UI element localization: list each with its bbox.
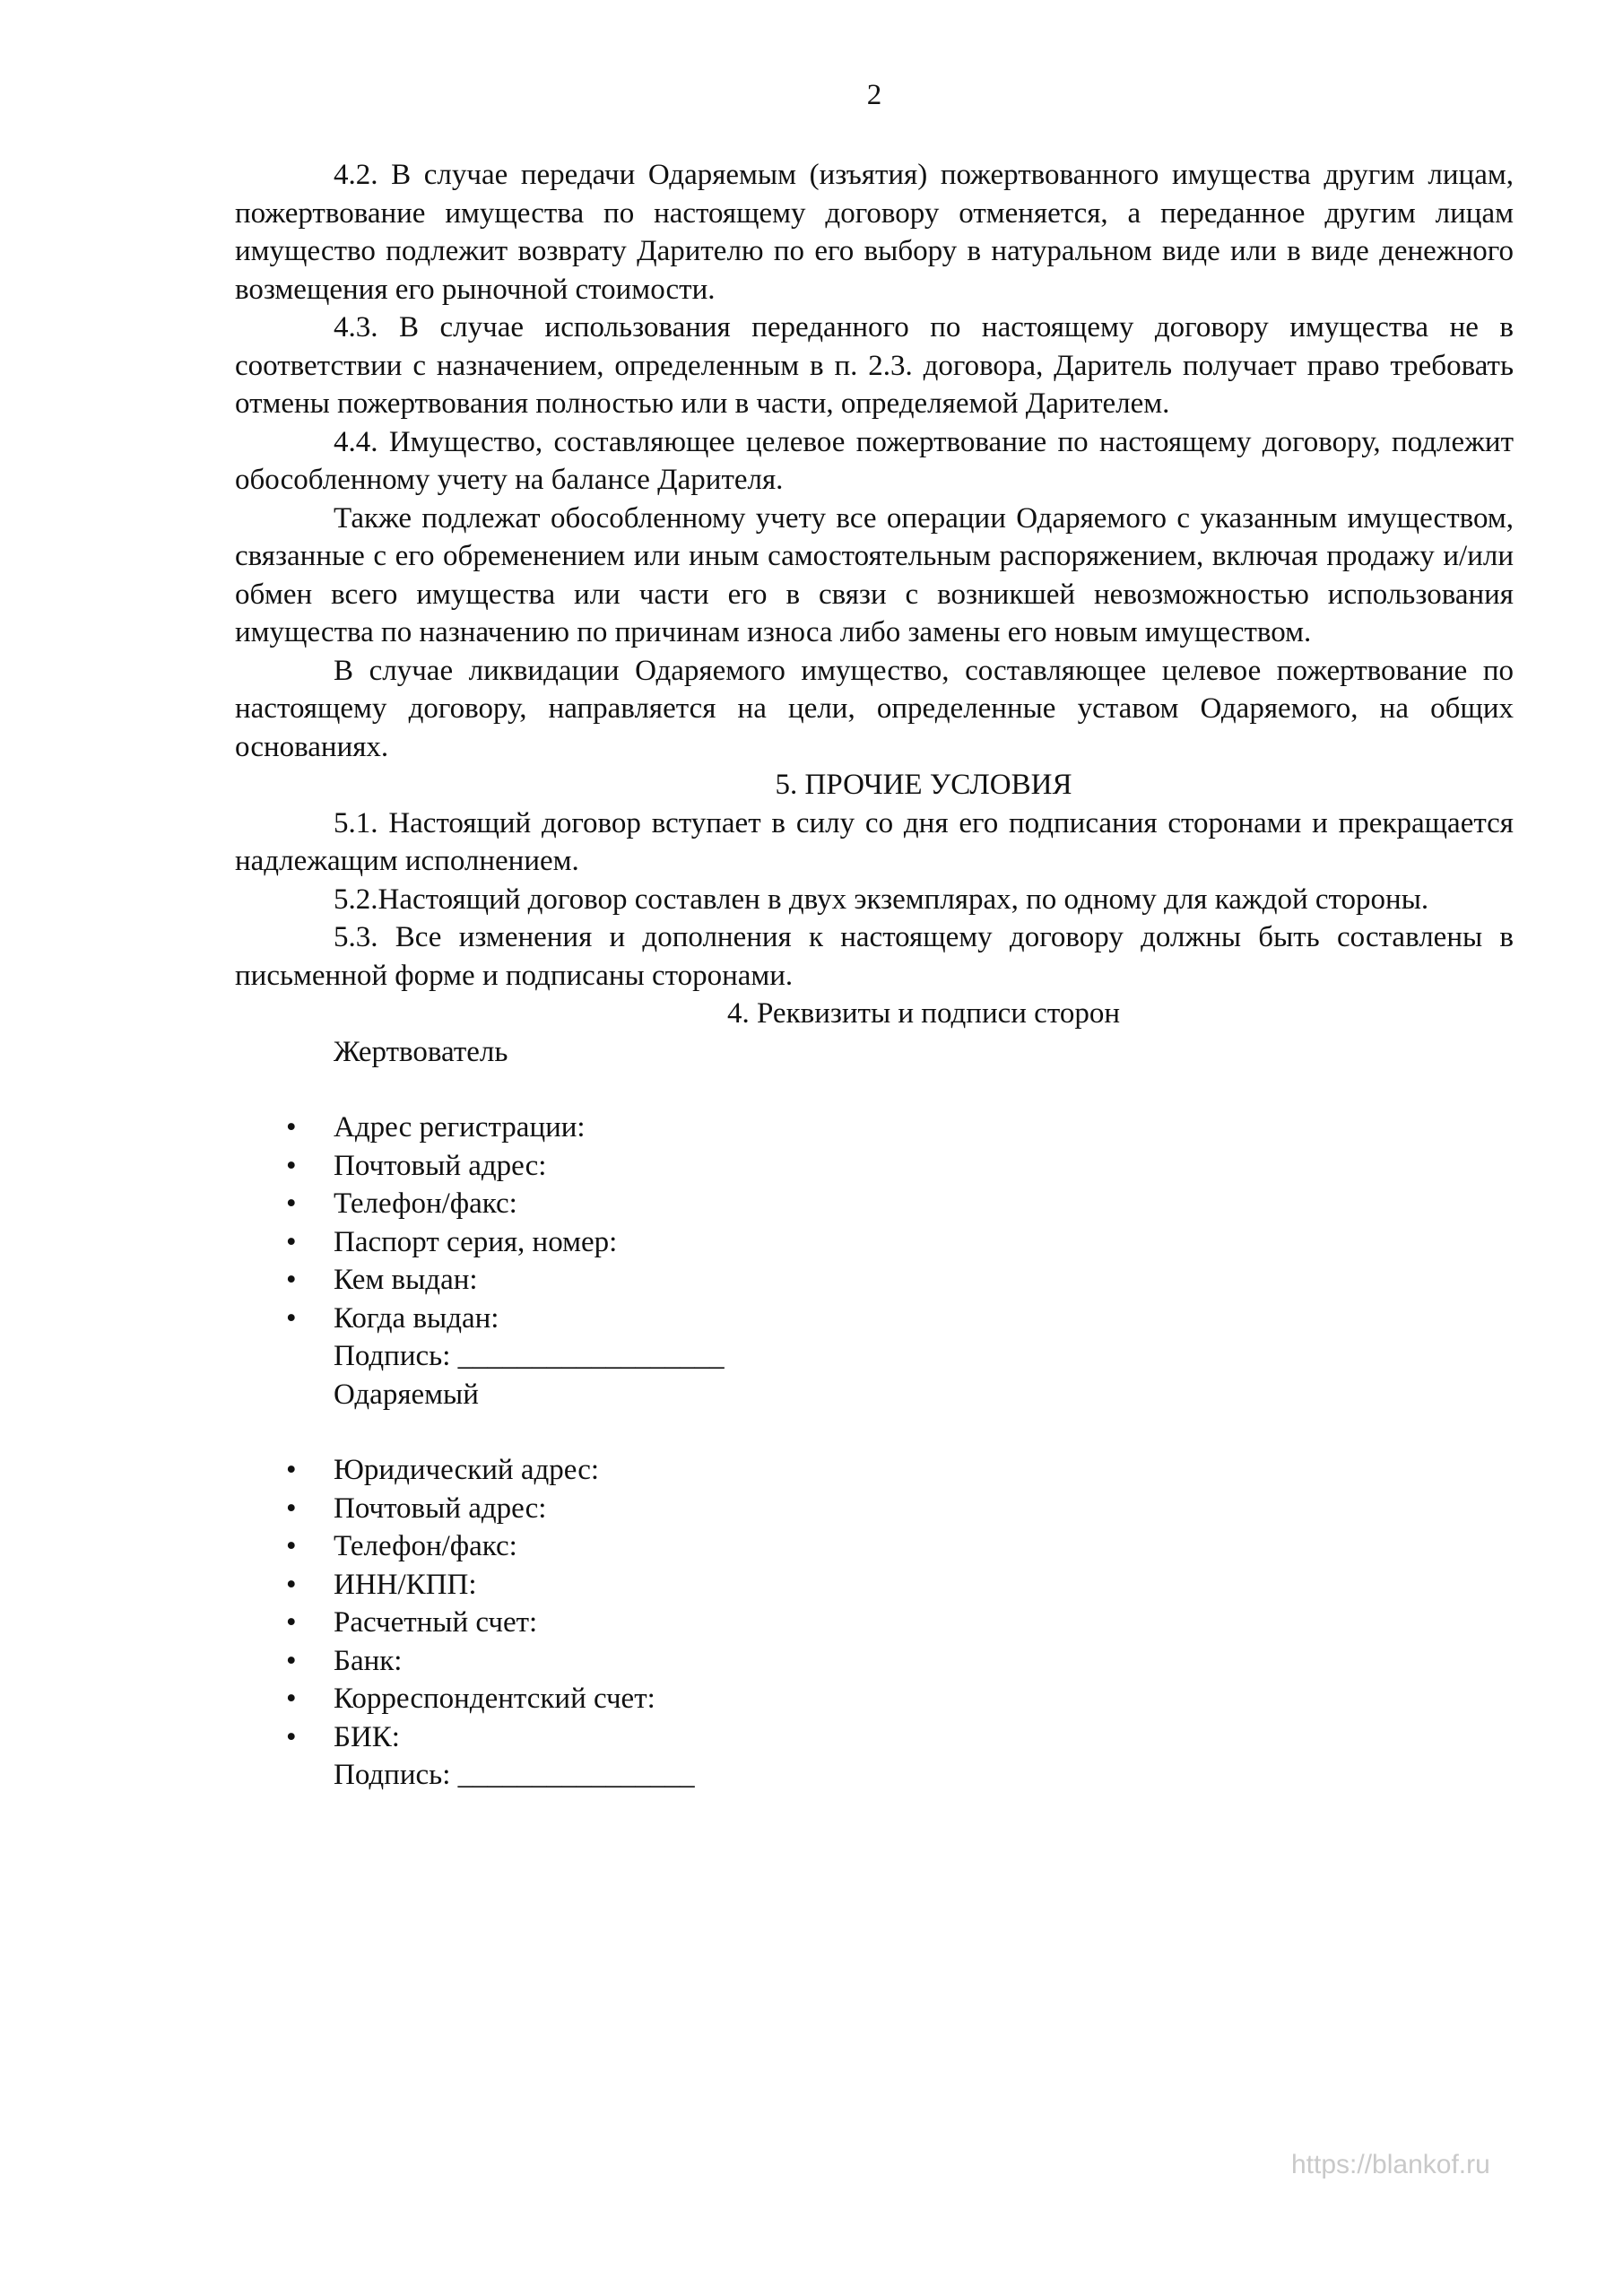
list-item	[235, 1718, 1514, 1757]
requisites-heading: 4. Реквизиты и подписи сторон	[727, 997, 1120, 1030]
list-item	[235, 1527, 1514, 1566]
list-item	[235, 1642, 1514, 1681]
field-label: Корреспондентский счет:	[334, 1683, 655, 1715]
list-item	[235, 1223, 1514, 1262]
bullet-icon: •	[286, 1301, 297, 1335]
bullet-icon: •	[286, 1187, 297, 1220]
bullet-icon: •	[286, 1530, 297, 1562]
list-item	[235, 1604, 1514, 1642]
bullet-icon: •	[286, 1149, 297, 1182]
bullet-icon: •	[286, 1492, 297, 1525]
paragraph-5-2: 5.2.Настоящий договор составлен в двух экземплярах, по одному для каждой стороны.	[334, 883, 1429, 916]
field-label: Почтовый адрес:	[334, 1492, 547, 1525]
paragraph-4-4: 4.4. Имущество, составляющее целевое пожертвование по настоящему договору, подлежит обособленному учету на балансе Дарителя.	[235, 425, 1514, 496]
document-body	[235, 156, 1514, 1795]
list-item	[235, 1261, 1514, 1300]
field-label: БИК:	[334, 1720, 400, 1753]
recipient-fields-list	[235, 1451, 1514, 1756]
field-label: Юридический адрес:	[334, 1454, 600, 1486]
list-item	[235, 1185, 1514, 1223]
list-item	[235, 1451, 1514, 1490]
field-label: Когда выдан:	[334, 1301, 499, 1335]
field-label: Кем выдан:	[334, 1264, 478, 1296]
section-5-heading: 5. ПРОЧИЕ УСЛОВИЯ	[775, 769, 1072, 801]
recipient-label: Одаряемый	[334, 1378, 479, 1411]
bullet-icon: •	[286, 1454, 297, 1486]
recipient-signature-line: Подпись: ________________	[334, 1759, 695, 1791]
list-item	[235, 1566, 1514, 1605]
field-label: ИНН/КПП:	[334, 1568, 477, 1601]
list-item	[235, 1680, 1514, 1718]
field-label: Телефон/факс:	[334, 1530, 517, 1562]
donor-label: Жертвователь	[334, 1035, 508, 1068]
paragraph-4-3: 4.3. В случае использования переданного по настоящему договору имущества не в соответствии с назначением, определенным в п. 2.3. договора, Даритель получает право требовать отмены пожертвования полностью или в части, определяемой Дарителем.	[235, 311, 1514, 420]
paragraph-4-2: 4.2. В случае передачи Одаряемым (изъятия) пожертвованного имущества другим лицам, пожертвование имущества по настоящему договору отменяется, а переданное другим лицам имущество подлежит возврату Дарителю по его выбору в натуральном виде или в виде денежного возмещения его рыночной стоимости.	[235, 159, 1514, 306]
donor-signature-line: Подпись: __________________	[334, 1340, 725, 1372]
bullet-icon: •	[286, 1683, 297, 1715]
paragraph-5-1: 5.1. Настоящий договор вступает в силу со дня его подписания сторонами и прекращается надлежащим исполнением.	[235, 806, 1514, 877]
list-item	[235, 1490, 1514, 1528]
field-label: Почтовый адрес:	[334, 1149, 547, 1182]
donor-fields-list	[235, 1109, 1514, 1337]
bullet-icon: •	[286, 1225, 297, 1258]
list-item	[235, 1147, 1514, 1186]
bullet-icon: •	[286, 1111, 297, 1144]
field-label: Паспорт серия, номер:	[334, 1225, 618, 1258]
field-label: Расчетный счет:	[334, 1606, 538, 1639]
bullet-icon: •	[286, 1606, 297, 1639]
paragraph-separate-accounting: Также подлежат обособленному учету все операции Одаряемого с указанным имуществом, связанные с его обременением или иным самостоятельным распоряжением, включая продажу и/или обмен всего имущества или части его в связи с возникшей невозможностью использования имущества по назначению по причинам износа либо замены его новым имуществом.	[235, 501, 1514, 648]
bullet-icon: •	[286, 1720, 297, 1753]
watermark: https://blankof.ru	[1291, 2150, 1490, 2179]
list-item	[235, 1300, 1514, 1338]
paragraph-liquidation: В случае ликвидации Одаряемого имущество, составляющее целевое пожертвование по настоящему договору, направляется на цели, определенные уставом Одаряемого, на общих основаниях.	[235, 654, 1514, 763]
bullet-icon: •	[286, 1568, 297, 1601]
field-label: Адрес регистрации:	[334, 1111, 586, 1144]
list-item	[235, 1109, 1514, 1147]
field-label: Банк:	[334, 1644, 403, 1677]
bullet-icon: •	[286, 1644, 297, 1677]
paragraph-5-3: 5.3. Все изменения и дополнения к настоящему договору должны быть составлены в письменной форме и подписаны сторонами.	[235, 921, 1514, 992]
bullet-icon: •	[286, 1264, 297, 1296]
page-number: 2	[866, 79, 882, 111]
field-label: Телефон/факс:	[334, 1187, 517, 1220]
